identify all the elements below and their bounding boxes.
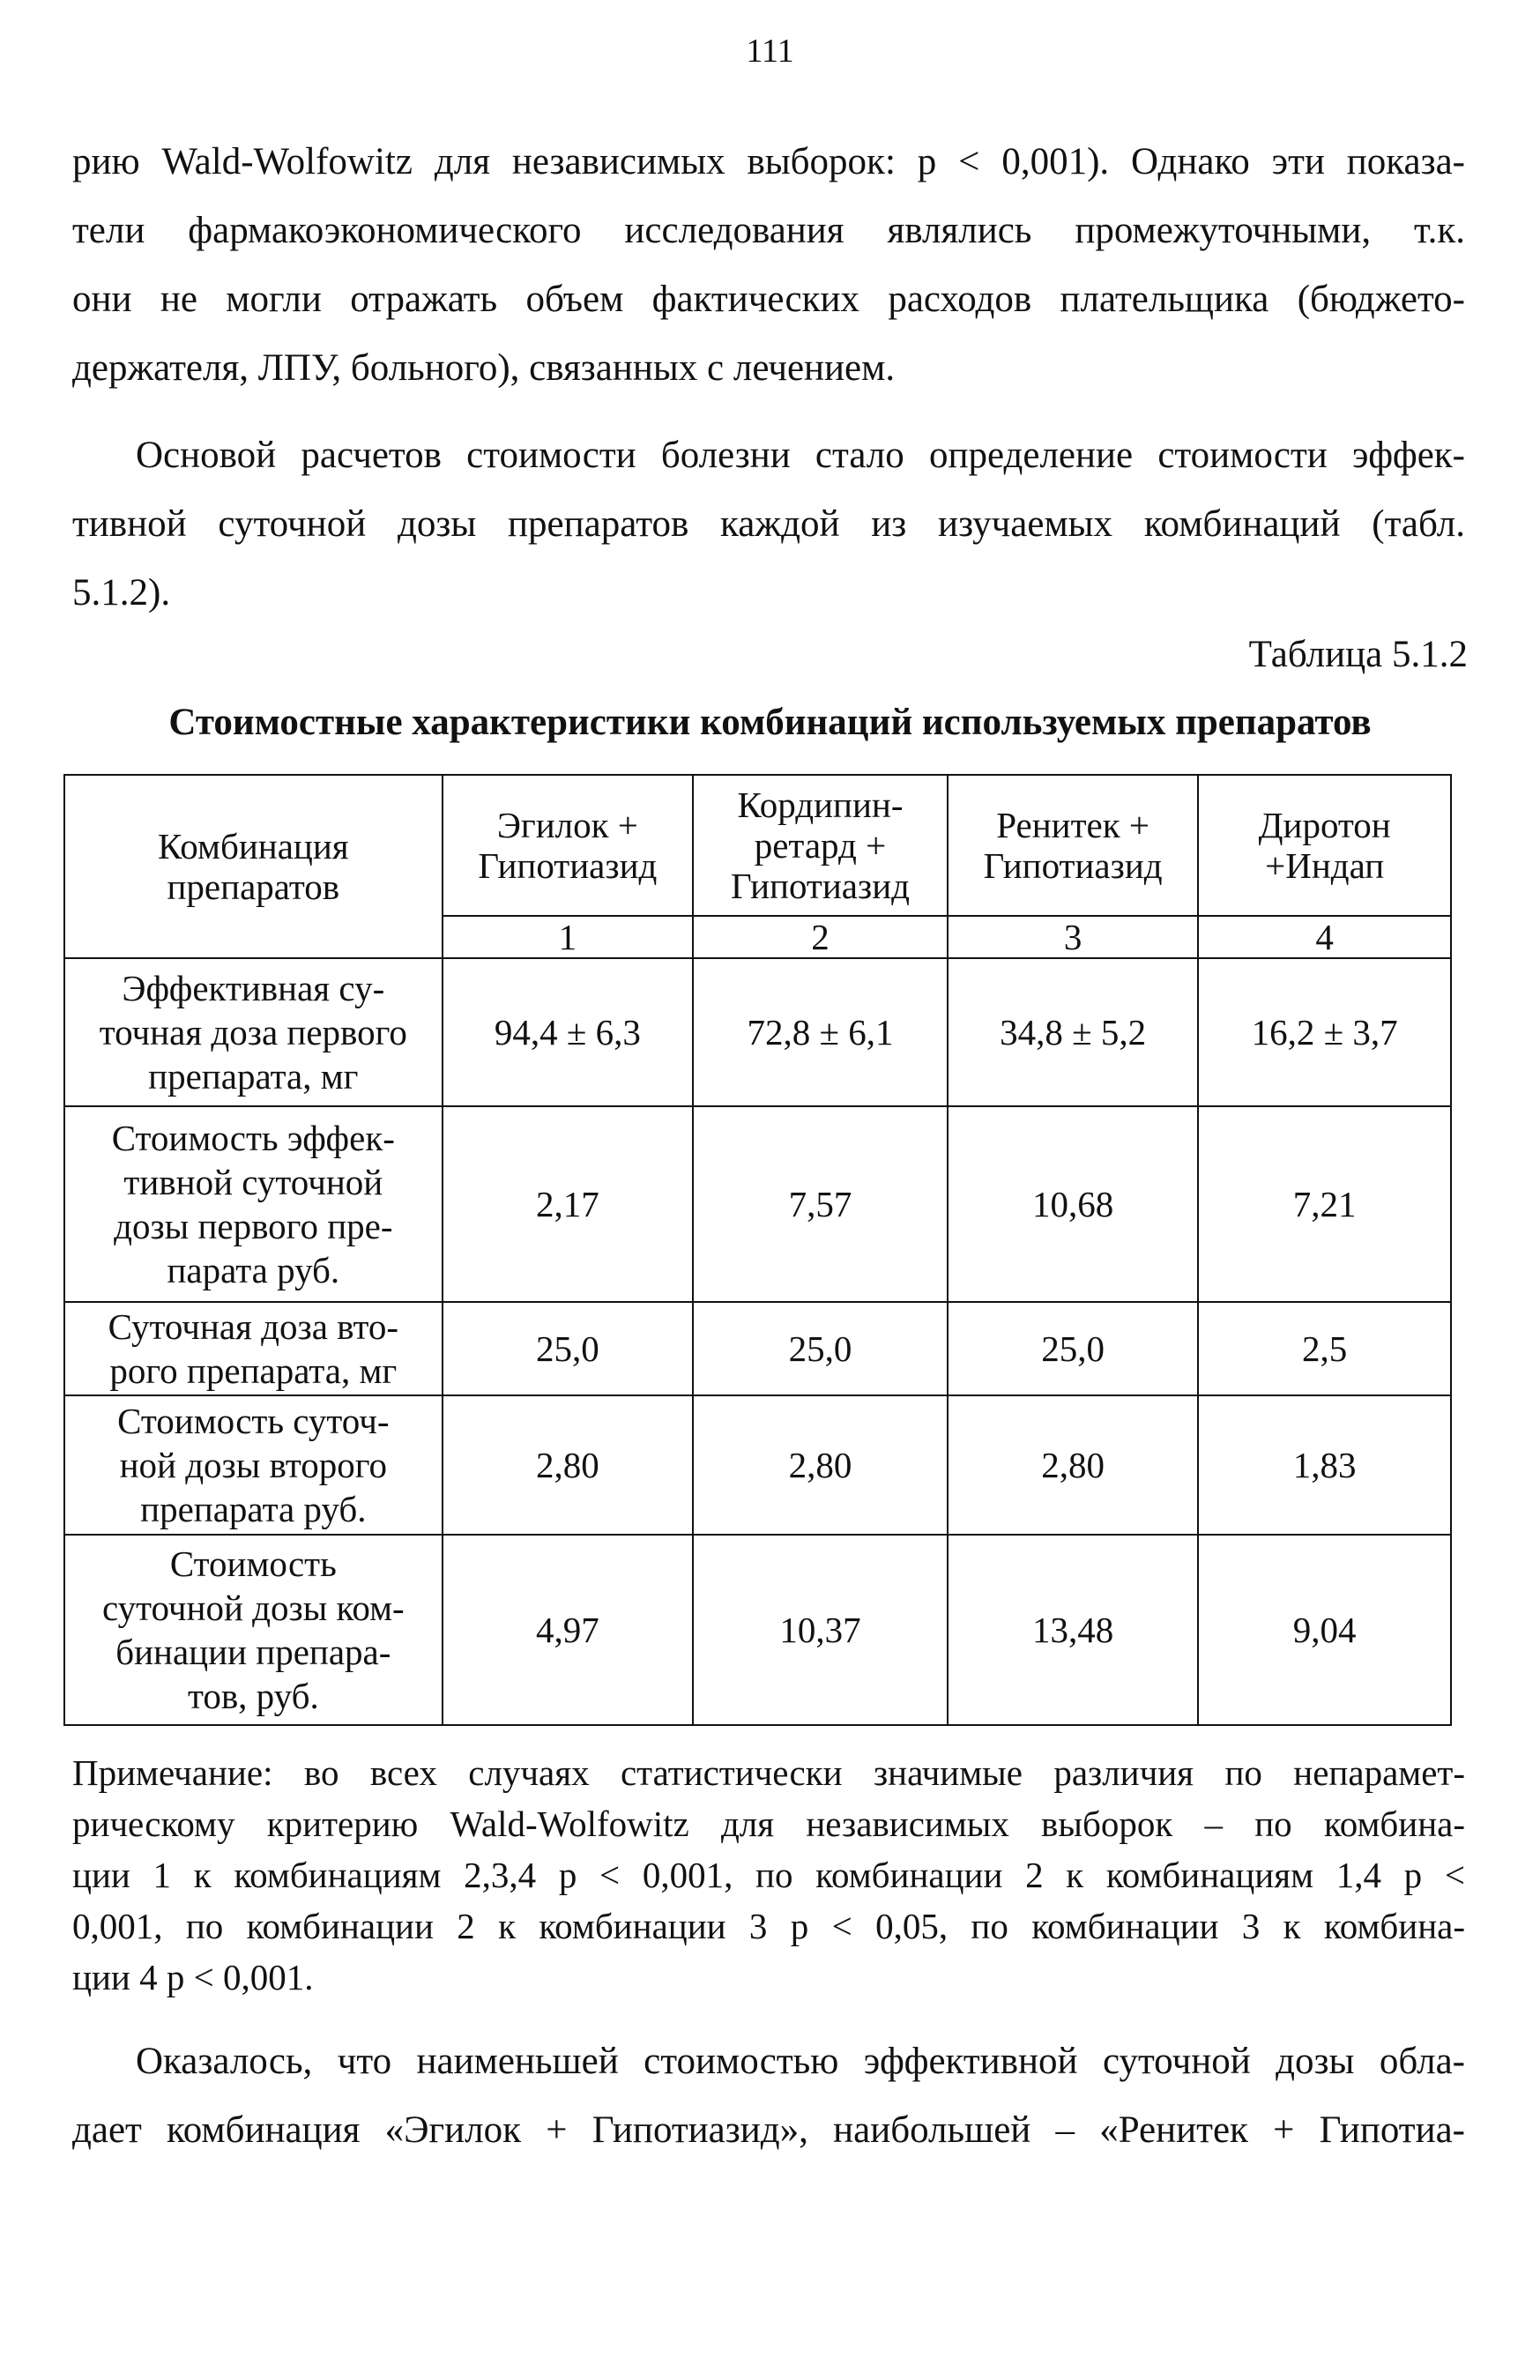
header-label-line: препаратов bbox=[167, 866, 340, 907]
row-label-line: точная доза первого bbox=[99, 1012, 407, 1052]
note-line: ции 4 р < 0,001. bbox=[72, 1957, 314, 1997]
row-label-line: парата руб. bbox=[167, 1250, 340, 1290]
table-cell: 2,5 bbox=[1198, 1302, 1451, 1395]
table-row bbox=[64, 1106, 1451, 1302]
header-line: Эгилок + bbox=[496, 805, 638, 845]
row-label-line: рого препарата, мг bbox=[109, 1350, 398, 1391]
text-line: тивной суточной дозы препаратов каждой из изучаемых комбинаций (табл. bbox=[72, 503, 1465, 545]
text-line: Основой расчетов стоимости болезни стало определение стоимости эффек- bbox=[136, 435, 1465, 476]
table-header-row bbox=[64, 775, 1451, 916]
table-row bbox=[64, 1395, 1451, 1535]
column-number: 3 bbox=[948, 916, 1198, 958]
table-cell: 13,48 bbox=[948, 1535, 1198, 1725]
table-cell: 2,80 bbox=[948, 1395, 1198, 1535]
row-label-line: дозы первого пре- bbox=[114, 1206, 393, 1246]
text-line: рию Wald-Wolfowitz для независимых выборок: р < 0,001). Однако эти показа- bbox=[72, 141, 1465, 182]
table-cell: 25,0 bbox=[948, 1302, 1198, 1395]
header-line: Диротон bbox=[1258, 805, 1391, 845]
note-line: рическому критерию Wald-Wolfowitz для независимых выборок – по комбина- bbox=[72, 1804, 1465, 1844]
column-number: 4 bbox=[1198, 916, 1451, 958]
row-label-line: бинации препара- bbox=[115, 1632, 391, 1672]
row-label bbox=[64, 1395, 443, 1535]
table-cell: 25,0 bbox=[693, 1302, 948, 1395]
row-label-line: суточной дозы ком- bbox=[101, 1588, 405, 1628]
paragraph-3 bbox=[72, 2027, 1465, 2165]
cost-table bbox=[63, 774, 1452, 1726]
table-label: Таблица 5.1.2 bbox=[1248, 634, 1468, 675]
row-label-line: Стоимость суточ- bbox=[117, 1401, 390, 1441]
table-cell: 25,0 bbox=[443, 1302, 693, 1395]
table-cell: 9,04 bbox=[1198, 1535, 1451, 1725]
row-label bbox=[64, 1535, 443, 1725]
table-cell: 10,37 bbox=[693, 1535, 948, 1725]
row-label-line: препарата руб. bbox=[140, 1489, 367, 1529]
row-label bbox=[64, 1302, 443, 1395]
paragraph-2 bbox=[72, 421, 1465, 628]
text-line: они не могли отражать объем фактических расходов плательщика (бюджето- bbox=[72, 279, 1465, 320]
note-line: ции 1 к комбинациям 2,3,4 р < 0,001, по комбинации 2 к комбинациям 1,4 р < bbox=[72, 1855, 1465, 1895]
header-label-cell bbox=[64, 775, 443, 958]
row-label bbox=[64, 1106, 443, 1302]
table-note bbox=[72, 1747, 1465, 2003]
table-cell: 4,97 bbox=[443, 1535, 693, 1725]
page-number: 111 bbox=[746, 33, 794, 70]
table-row bbox=[64, 1535, 1451, 1725]
column-number: 1 bbox=[443, 916, 693, 958]
header-line: Кордипин- bbox=[737, 785, 904, 825]
table-cell: 2,17 bbox=[443, 1106, 693, 1302]
header-line: Гипотиазид bbox=[478, 845, 658, 886]
row-label-line: Стоимость эффек- bbox=[111, 1118, 395, 1158]
header-line: ретард + bbox=[754, 825, 887, 866]
row-label-line: препарата, мг bbox=[148, 1056, 359, 1097]
header-cell-3 bbox=[948, 775, 1198, 916]
row-label-line: Эффективная су- bbox=[122, 968, 385, 1008]
header-cell-1 bbox=[443, 775, 693, 916]
table-cell: 72,8 ± 6,1 bbox=[693, 958, 948, 1106]
row-label-line: Стоимость bbox=[169, 1543, 337, 1584]
row-label bbox=[64, 958, 443, 1106]
header-line: Ренитек + bbox=[996, 805, 1149, 845]
table-row bbox=[64, 1302, 1451, 1395]
row-label-line: Суточная доза вто- bbox=[108, 1306, 399, 1347]
table-cell: 7,57 bbox=[693, 1106, 948, 1302]
text-line: Оказалось, что наименьшей стоимостью эффективной суточной дозы обла- bbox=[136, 2041, 1465, 2082]
table-cell: 34,8 ± 5,2 bbox=[948, 958, 1198, 1106]
column-number: 2 bbox=[693, 916, 948, 958]
table-cell: 16,2 ± 3,7 bbox=[1198, 958, 1451, 1106]
table-row bbox=[64, 958, 1451, 1106]
table-cell: 1,83 bbox=[1198, 1395, 1451, 1535]
row-label-line: ной дозы второго bbox=[119, 1445, 388, 1485]
header-label-line: Комбинация bbox=[157, 826, 349, 866]
header-line: Гипотиазид bbox=[730, 866, 910, 906]
header-line: Гипотиазид bbox=[983, 845, 1163, 886]
text-line: 5.1.2). bbox=[72, 572, 171, 614]
text-line: дает комбинация «Эгилок + Гипотиазид», наибольшей – «Ренитек + Гипотиа- bbox=[72, 2109, 1465, 2151]
table-cell: 10,68 bbox=[948, 1106, 1198, 1302]
table-cell: 7,21 bbox=[1198, 1106, 1451, 1302]
table-cell: 2,80 bbox=[693, 1395, 948, 1535]
text-line: тели фармакоэкономического исследования являлись промежуточными, т.к. bbox=[72, 210, 1465, 251]
header-line: +Индап bbox=[1265, 845, 1385, 886]
table-cell: 2,80 bbox=[443, 1395, 693, 1535]
text-line: держателя, ЛПУ, больного), связанных с лечением. bbox=[72, 347, 896, 389]
row-label-line: тов, руб. bbox=[187, 1676, 319, 1716]
note-line: 0,001, по комбинации 2 к комбинации 3 р < 0,05, по комбинации 3 к комбина- bbox=[72, 1906, 1465, 1946]
note-line: Примечание: во всех случаях статистически значимые различия по непарамет- bbox=[72, 1752, 1465, 1793]
header-cell-4 bbox=[1198, 775, 1451, 916]
header-cell-2 bbox=[693, 775, 948, 916]
table-title: Стоимостные характеристики комбинаций используемых препаратов bbox=[168, 702, 1372, 743]
paragraph-1 bbox=[72, 128, 1465, 403]
table-cell: 94,4 ± 6,3 bbox=[443, 958, 693, 1106]
row-label-line: тивной суточной bbox=[123, 1162, 383, 1202]
